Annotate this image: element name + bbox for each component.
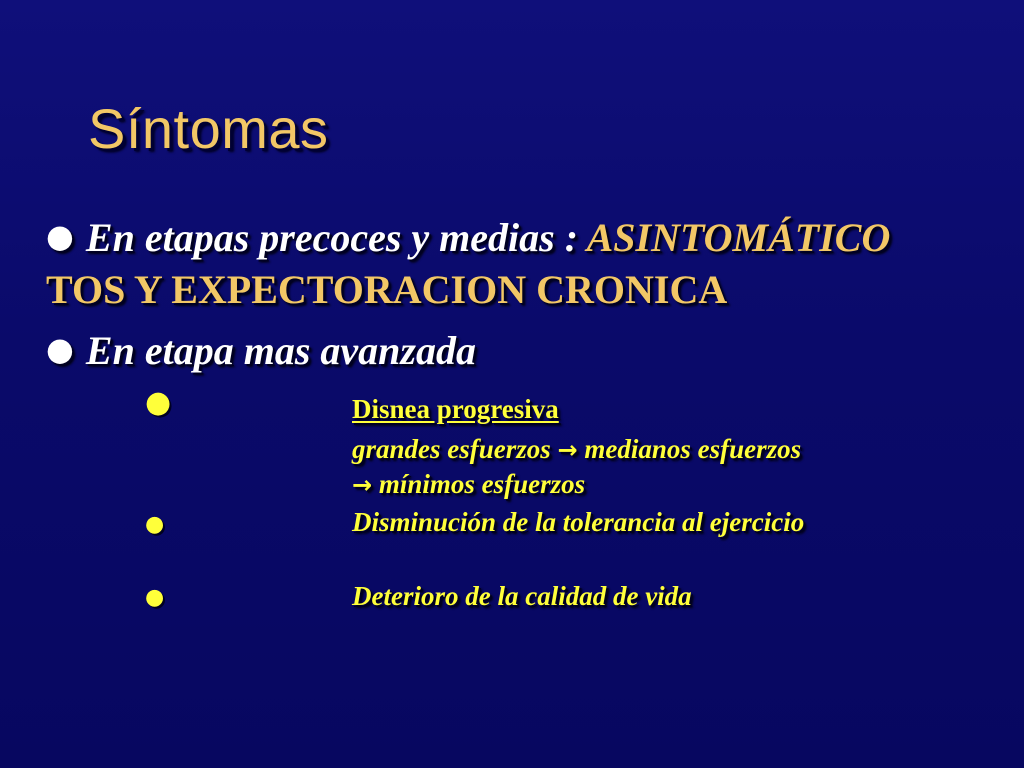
line1-accent: ASINTOMÁTICO (586, 215, 891, 260)
sub-bullet-icon: ● (145, 585, 165, 610)
detail-part-1: grandes esfuerzos (352, 434, 558, 464)
bullet-icon: ● (46, 217, 74, 255)
slide-title: Síntomas (88, 97, 329, 160)
sub-item-quality-of-life: Deterioro de la calidad de vida (352, 581, 692, 611)
sub-item-dyspnea-detail (352, 432, 822, 502)
detail-part-3: mínimos esfuerzos (372, 469, 586, 499)
line1-prefix: En etapas precoces y medias : (85, 215, 587, 260)
detail-part-2: medianos esfuerzos (577, 434, 802, 464)
bullet-line-advanced-stage (46, 327, 476, 374)
sub-bullet-icon: ● (145, 385, 172, 420)
line3-text: En etapa mas avanzada (85, 328, 476, 373)
sub-item-dyspnea-heading: Disnea progresiva (352, 394, 559, 424)
line-cough-expectoration: TOS Y EXPECTORACION CRONICA (46, 267, 728, 312)
sub-item-exercise-tolerance: Disminución de la tolerancia al ejercicio (352, 507, 805, 537)
arrow-right-icon: → (557, 436, 578, 464)
bullet-line-early-stages (46, 214, 890, 261)
arrow-right-icon: → (352, 471, 373, 499)
sub-bullet-icon: ● (145, 512, 165, 537)
bullet-icon: ● (46, 330, 74, 368)
